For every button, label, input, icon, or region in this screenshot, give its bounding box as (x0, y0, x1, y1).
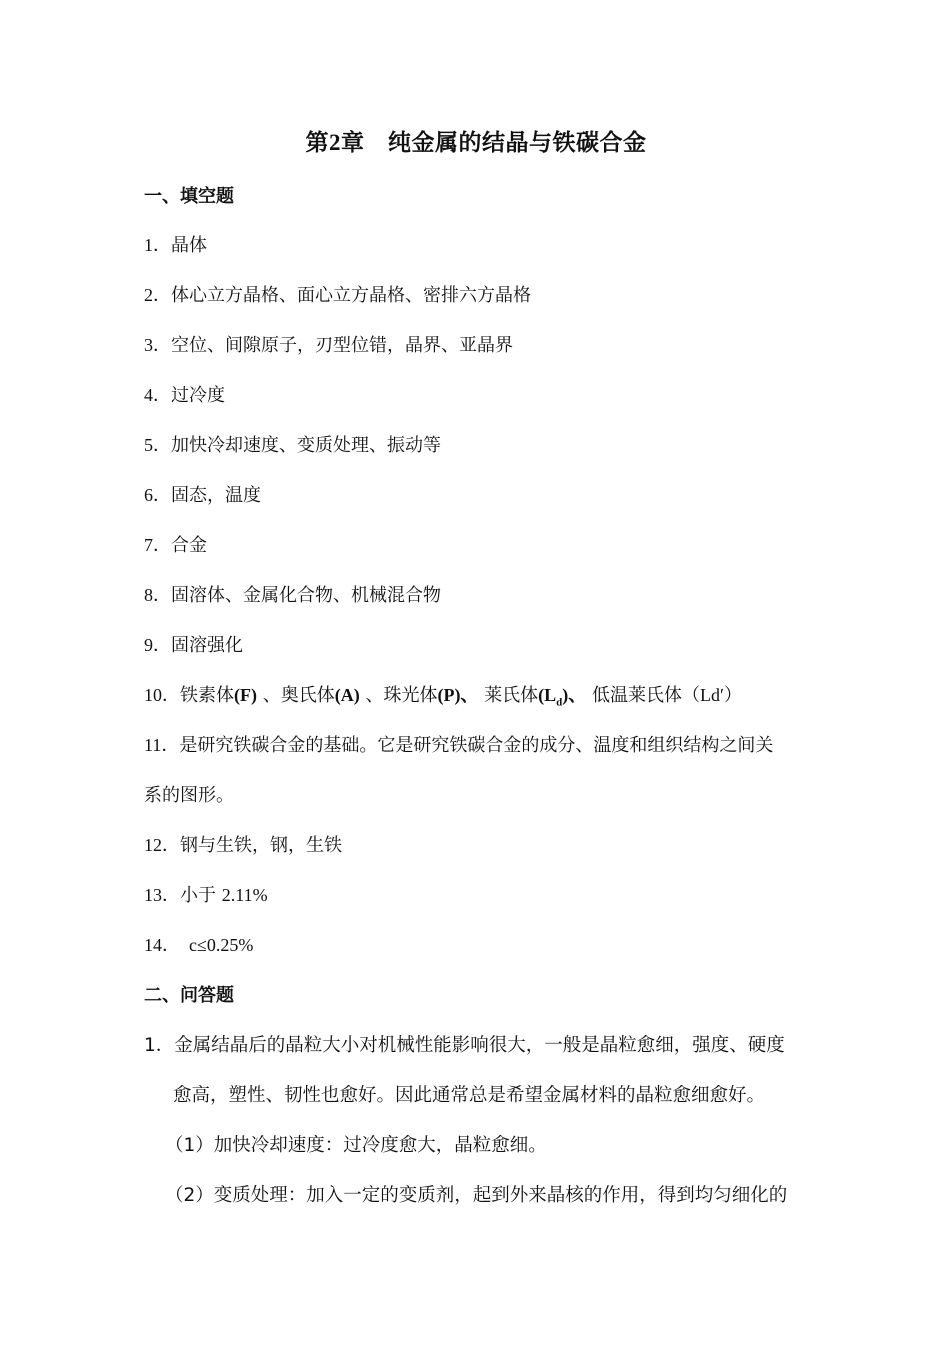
list-item: 12．钢与生铁，钢，生铁 (144, 835, 342, 856)
list-item: 5．加快冷却速度、变质处理、振动等 (144, 435, 441, 456)
list-item: 4．过冷度 (144, 385, 225, 406)
chapter-title (0, 124, 952, 157)
list-item: 8．固溶体、金属化合物、机械混合物 (144, 585, 441, 606)
list-item: 6．固态，温度 (144, 485, 261, 506)
qa-point-2: （2）变质处理：加入一定的变质剂，起到外来晶核的作用，得到均匀细化的 (165, 1185, 788, 1206)
qa-paragraph-line: 愈高，塑性、韧性也愈好。因此通常总是希望金属材料的晶粒愈细愈好。 (173, 1085, 766, 1106)
qa-point-1: （1）加快冷却速度：过冷度愈大，晶粒愈细。 (165, 1135, 547, 1156)
list-item-10: 10．铁素体(F) 、奥氏体(A) 、珠光体(P)、 莱氏体$(L_d)$、 低温莱氏体（Ld′） (144, 685, 742, 709)
list-item: 13．小于 2.11% (144, 885, 268, 906)
chapter-prefix: 第 (305, 130, 329, 156)
list-item: 14． c≤0.25% (144, 935, 254, 955)
list-item-11: 11．是研究铁碳合金的基础。它是研究铁碳合金的成分、温度和组织结构之间关 (144, 735, 774, 756)
list-item: 9．固溶强化 (144, 635, 243, 656)
qa-paragraph-line: 1．金属结晶后的晶粒大小对机械性能影响很大，一般是晶粒愈细，强度、硬度 (144, 1035, 785, 1056)
list-item: 7．合金 (144, 535, 207, 556)
chapter-number: 2 (329, 130, 341, 155)
list-item: 1．晶体 (144, 235, 207, 256)
section-heading-fill-in: 一、填空题 (144, 186, 234, 207)
list-item: 3．空位、间隙原子，刃型位错，晶界、亚晶界 (144, 335, 513, 356)
list-item: 2．体心立方晶格、面心立方晶格、密排六方晶格 (144, 285, 531, 306)
list-item-11-continued: 系的图形。 (144, 785, 234, 806)
section-heading-qa: 二、问答题 (144, 985, 234, 1006)
chapter-title-text: 章 纯金属的结晶与铁碳合金 (341, 130, 647, 156)
